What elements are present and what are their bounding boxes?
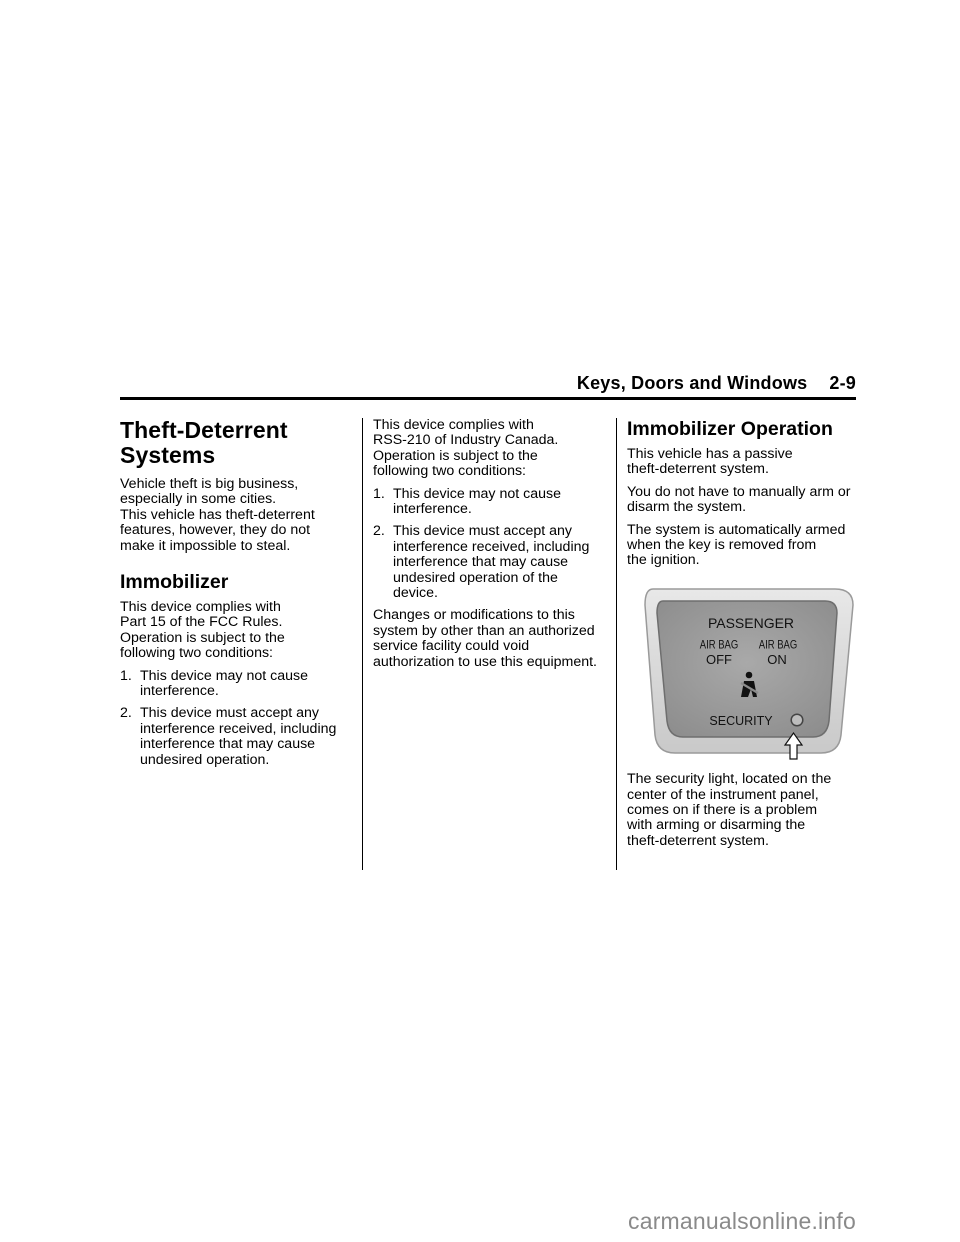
- rss-paragraph: This device complies with RSS-210 of Industry Canada. Operation is subject to the following two conditions:: [373, 417, 559, 480]
- list-item: [120, 669, 350, 700]
- airbag-on-label: ON: [767, 651, 787, 667]
- list-text: This device may not cause interference.: [393, 485, 561, 518]
- changes-paragraph: Changes or modifications to this system by other than an authorized service facility could void authorization to use this equipment.: [373, 607, 597, 670]
- list-item: [373, 487, 605, 518]
- list-text: This device must accept any interference received, including interference that may cause undesired operation.: [140, 705, 337, 768]
- list-number: 1.: [373, 485, 385, 502]
- list-item: [373, 524, 605, 601]
- section-title: Keys, Doors and Windows: [576, 373, 808, 393]
- running-header: [120, 372, 856, 396]
- header-rule: [120, 397, 856, 400]
- list-text: This device must accept any interference received, including interference that may cause undesired operation of the device.: [393, 523, 590, 602]
- watermark: carmanualsonline.info: [628, 1208, 856, 1234]
- passenger-label: PASSENGER: [707, 614, 795, 631]
- column-2: [373, 418, 605, 677]
- paragraph-manual-arm: You do not have to manually arm or disarm the system.: [627, 483, 851, 516]
- figure-caption: The security light, located on the center of the instrument panel, comes on if there is a problem with arming or disarming the theft-deterrent system.: [627, 771, 832, 849]
- security-light-indicator: [791, 714, 803, 726]
- subheading-immobilizer: Immobilizer: [120, 571, 229, 594]
- column-divider-1: [362, 418, 363, 870]
- column-1: [120, 418, 350, 775]
- airbag-on-top-label: AIR BAG: [758, 638, 798, 652]
- list-number: 2.: [120, 705, 132, 722]
- intro-paragraph: Vehicle theft is big business, especially in some cities. This vehicle has theft-deterrent features, however, they do not make it impossible to steal.: [120, 476, 315, 554]
- column-3: [627, 418, 859, 856]
- airbag-off-label: OFF: [706, 651, 732, 667]
- column-divider-2: [616, 418, 617, 870]
- list-number: 2.: [373, 523, 385, 540]
- page-number: 2-9: [829, 373, 856, 393]
- security-label: SECURITY: [709, 713, 773, 728]
- fcc-paragraph: This device complies with Part 15 of the FCC Rules. Operation is subject to the following two conditions:: [120, 599, 285, 662]
- list-text: This device may not cause interference.: [140, 667, 308, 700]
- section-heading-theft-deterrent: Theft-Deterrent Systems: [120, 417, 288, 468]
- paragraph-passive-system: This vehicle has a passive theft-deterrent system.: [627, 446, 793, 478]
- list-number: 1.: [120, 667, 132, 684]
- paragraph-auto-armed: The system is automatically armed when the key is removed from the ignition.: [627, 521, 846, 569]
- airbag-off-top-label: AIR BAG: [699, 638, 739, 652]
- list-item: [120, 706, 350, 768]
- security-light-illustration: [627, 585, 859, 760]
- subheading-immobilizer-operation: Immobilizer Operation: [627, 418, 833, 440]
